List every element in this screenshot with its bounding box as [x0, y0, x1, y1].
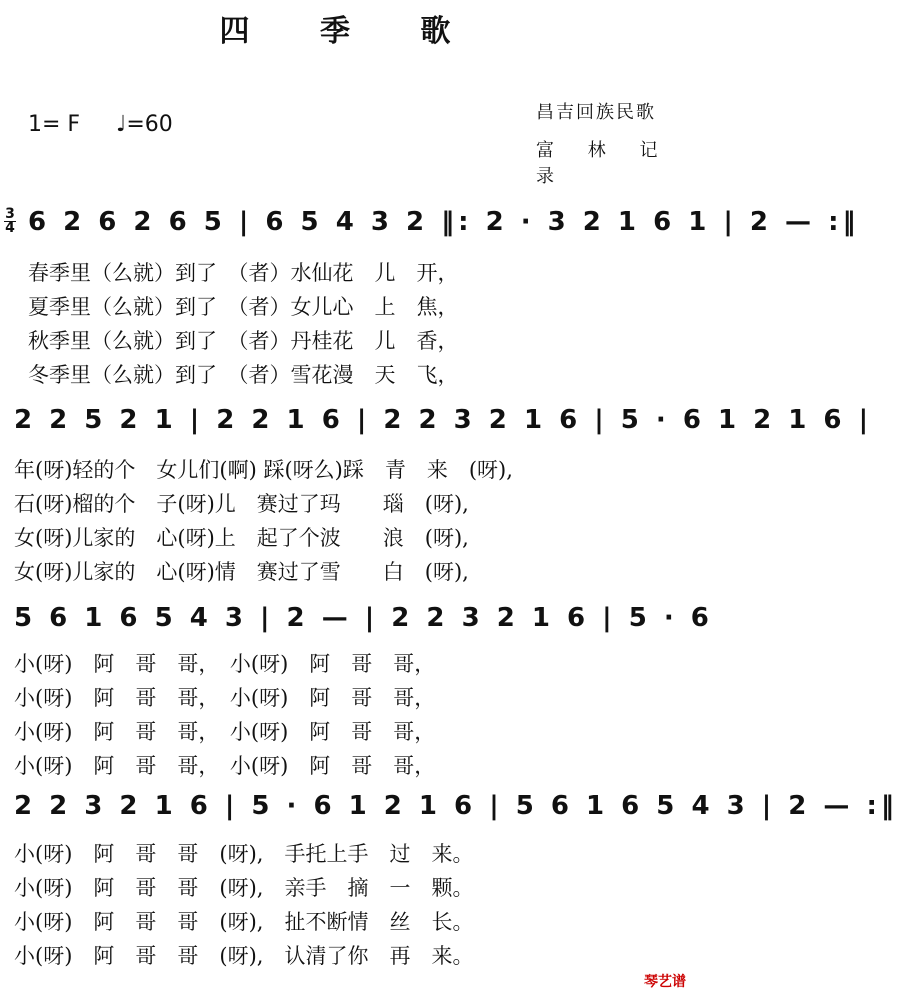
lyric-verse-1: 小(呀) 阿 哥 哥， 小(呀) 阿 哥 哥， — [14, 652, 436, 676]
lyric-verse-2: 小(呀) 阿 哥 哥 (呀), 亲手 摘 一 颗。 — [14, 876, 474, 900]
lyric-verse-2: 夏季里（么就）到了 （者）女儿心 上 焦， — [28, 295, 459, 319]
lyric-verse-1: 小(呀) 阿 哥 哥 (呀), 手托上手 过 来。 — [14, 842, 474, 866]
time-signature-bottom: 4 — [5, 220, 15, 236]
song-title: 四 季 歌 — [219, 14, 481, 49]
lyric-verse-4: 小(呀) 阿 哥 哥 (呀), 认清了你 再 来。 — [14, 944, 474, 968]
lyric-verse-3: 秋季里（么就）到了 （者）丹桂花 儿 香， — [28, 329, 459, 353]
key-signature: 1= F — [28, 112, 81, 137]
notation-line: 6 2 6 2 6 5 | 6 5 4 3 2 ‖: 2 · 3 2 1 6 1 | 2 — :‖ — [28, 207, 860, 237]
lyric-verse-2: 石(呀)榴的个 子(呀)儿 赛过了玛 瑙 (呀), — [14, 492, 469, 516]
notation-line: 2 2 3 2 1 6 | 5 · 6 1 2 1 6 | 5 6 1 6 5 4 3 | 2 — :‖ — [14, 791, 898, 821]
lyric-verse-1: 年(呀)轻的个 女儿们(啊) 踩(呀么)踩 青 来 (呀), — [14, 458, 513, 482]
lyric-verse-4: 女(呀)儿家的 心(呀)情 赛过了雪 白 (呀), — [14, 560, 469, 584]
lyric-verse-4: 小(呀) 阿 哥 哥， 小(呀) 阿 哥 哥， — [14, 754, 436, 778]
watermark-logo: 琴艺谱 — [644, 974, 686, 990]
lyric-verse-3: 小(呀) 阿 哥 哥 (呀), 扯不断情 丝 长。 — [14, 910, 474, 934]
score-system-1 — [0, 185, 860, 395]
lyric-verse-3: 女(呀)儿家的 心(呀)上 起了个波 浪 (呀), — [14, 526, 469, 550]
tempo-marking: ♩=60 — [116, 112, 173, 137]
lyric-verse-1: 春季里（么就）到了 （者）水仙花 儿 开， — [28, 261, 459, 285]
score-system-2 — [0, 400, 873, 590]
credit-transcriber: 富 林 记录 — [536, 140, 672, 187]
score-system-3 — [0, 598, 713, 778]
lyric-verse-3: 小(呀) 阿 哥 哥， 小(呀) 阿 哥 哥， — [14, 720, 436, 744]
lyric-verse-2: 小(呀) 阿 哥 哥， 小(呀) 阿 哥 哥， — [14, 686, 436, 710]
score-system-4 — [0, 786, 898, 986]
credit-origin: 昌吉回族民歌 — [536, 102, 656, 123]
time-signature — [4, 208, 16, 235]
time-signature-top: 3 — [5, 206, 15, 222]
notation-line: 2 2 5 2 1 | 2 2 1 6 | 2 2 3 2 1 6 | 5 · 6 1 2 1 6 | — [14, 405, 873, 435]
lyric-verse-4: 冬季里（么就）到了 （者）雪花漫 天 飞， — [28, 363, 459, 387]
notation-line: 5 6 1 6 5 4 3 | 2 — | 2 2 3 2 1 6 | 5 · 6 — [14, 603, 713, 633]
